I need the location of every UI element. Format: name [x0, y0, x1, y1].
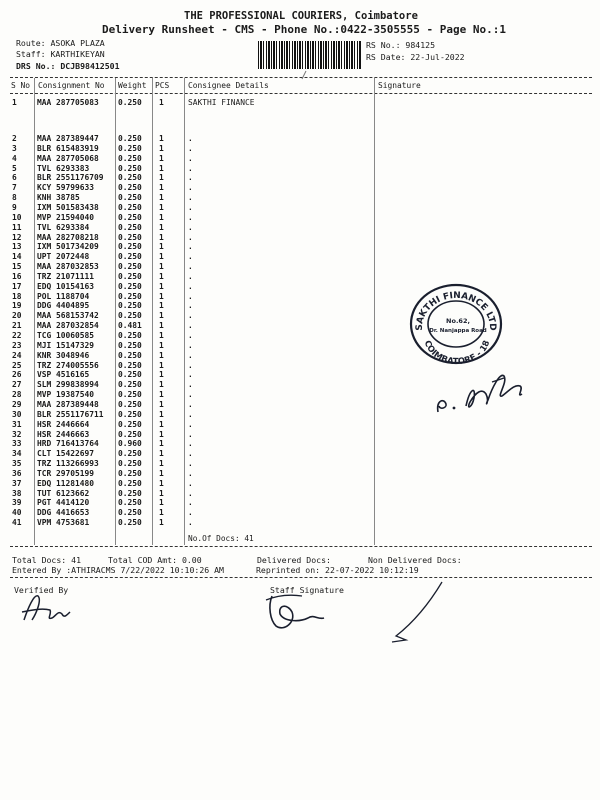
table-row [0, 480, 600, 488]
row-consignee: . [188, 153, 193, 163]
row-consignee: . [188, 163, 193, 173]
row-weight: 0.250 [118, 399, 142, 409]
row-weight: 0.250 [118, 262, 142, 272]
row-consignment: PGT 4414120 [37, 498, 90, 508]
row-consignment: IXM 501583438 [37, 202, 99, 212]
table-row [0, 440, 600, 448]
row-pcs: 1 [159, 183, 164, 193]
row-pcs: 1 [159, 163, 164, 173]
row-weight: 0.250 [118, 252, 142, 262]
col-weight: Weight [118, 81, 147, 90]
row-consignee: . [188, 390, 193, 400]
col-pcs: PCS [155, 81, 170, 90]
table-row [0, 243, 600, 251]
row-pcs: 1 [159, 380, 164, 390]
row-pcs: 1 [159, 202, 164, 212]
row-consignment: MVP 21594040 [37, 212, 95, 222]
consignee-signature [430, 358, 540, 418]
row-sno: 29 [12, 399, 22, 409]
table-row [0, 184, 600, 192]
row-consignee: . [188, 212, 193, 222]
row-consignment: TRZ 21071111 [37, 271, 95, 281]
row-weight: 0.250 [118, 340, 142, 350]
row-consignee: . [188, 183, 193, 193]
row-consignment: KNR 3048946 [37, 350, 90, 360]
company-stamp [408, 282, 504, 366]
table-row [0, 224, 600, 232]
table-row [0, 214, 600, 222]
row-sno: 3 [12, 143, 17, 153]
row-consignee: . [188, 409, 193, 419]
row-pcs: 1 [159, 271, 164, 281]
row-weight: 0.250 [118, 291, 142, 301]
row-consignee: . [188, 360, 193, 370]
verified-by-label: Verified By [14, 585, 69, 595]
row-weight: 0.250 [118, 380, 142, 390]
row-sno: 40 [12, 508, 22, 518]
row-consignment: MAA 287389448 [37, 399, 99, 409]
row-pcs: 1 [159, 193, 164, 203]
row-weight: 0.250 [118, 468, 142, 478]
row-consignee: . [188, 281, 193, 291]
table-row [0, 155, 600, 163]
row-weight: 0.250 [118, 390, 142, 400]
table-row [0, 204, 600, 212]
row-pcs: 1 [159, 222, 164, 232]
row-consignee: . [188, 459, 193, 469]
row-weight: 0.250 [118, 301, 142, 311]
row-sno: 7 [12, 183, 17, 193]
table-row [0, 234, 600, 242]
row-pcs: 1 [159, 498, 164, 508]
row-pcs: 1 [159, 173, 164, 183]
table-row [0, 509, 600, 517]
row-sno: 2 [12, 134, 17, 143]
row-consignee: . [188, 350, 193, 360]
row-consignee: . [188, 173, 193, 183]
row-weight: 0.250 [118, 193, 142, 203]
table-row [0, 99, 600, 107]
row-pcs: 1 [159, 390, 164, 400]
row-weight: 0.250 [118, 488, 142, 498]
row-consignee: . [188, 242, 193, 252]
row-consignee: . [188, 488, 193, 498]
row-consignment: TUT 6123662 [37, 488, 90, 498]
row-consignment: TVL 6293383 [37, 163, 90, 173]
row-sno: 37 [12, 478, 22, 488]
table-row [0, 135, 600, 143]
row-consignment: EDQ 11281480 [37, 478, 95, 488]
row-consignment: MJI 15147329 [37, 340, 95, 350]
row-pcs: 1 [159, 262, 164, 272]
table-row [0, 499, 600, 507]
runsheet-subtitle: Delivery Runsheet - CMS - Phone No.:0422-3505555 - Page No.:1 [102, 23, 506, 36]
row-consignee: . [188, 419, 193, 429]
row-consignment: EDQ 10154163 [37, 281, 95, 291]
row-consignment: HRD 716413764 [37, 439, 99, 449]
row-consignment: MAA 282708218 [37, 232, 99, 242]
row-consignee: . [188, 478, 193, 488]
row-weight: 0.250 [118, 508, 142, 518]
row-weight: 0.960 [118, 439, 142, 449]
row-pcs: 1 [159, 488, 164, 498]
row-weight: 0.250 [118, 98, 142, 107]
row-weight: 0.250 [118, 271, 142, 281]
row-consignee: . [188, 222, 193, 232]
row-sno: 27 [12, 380, 22, 390]
row-weight: 0.481 [118, 321, 142, 331]
row-pcs: 1 [159, 252, 164, 262]
staff-label: Staff: KARTHIKEYAN [16, 49, 105, 59]
row-sno: 32 [12, 429, 22, 439]
row-weight: 0.250 [118, 281, 142, 291]
row-sno: 28 [12, 390, 22, 400]
row-pcs: 1 [159, 429, 164, 439]
row-sno: 25 [12, 360, 22, 370]
row-sno: 6 [12, 173, 17, 183]
rs-date: RS Date: 22-Jul-2022 [366, 52, 465, 62]
footer-rule [10, 577, 592, 578]
row-consignment: MAA 287389447 [37, 134, 99, 143]
row-weight: 0.250 [118, 449, 142, 459]
table-row [0, 283, 600, 291]
barcode [258, 41, 362, 69]
row-consignment: UPT 2072448 [37, 252, 90, 262]
row-weight: 0.250 [118, 429, 142, 439]
col-consignment: Consignment No [38, 81, 105, 90]
row-consignment: BLR 615483919 [37, 143, 99, 153]
row-pcs: 1 [159, 478, 164, 488]
row-pcs: 1 [159, 340, 164, 350]
row-sno: 24 [12, 350, 22, 360]
table-row [0, 490, 600, 498]
row-consignment: MAA 287032854 [37, 321, 99, 331]
row-weight: 0.250 [118, 370, 142, 380]
row-pcs: 1 [159, 449, 164, 459]
row-weight: 0.250 [118, 478, 142, 488]
col-sno: S No [11, 81, 31, 90]
row-sno: 10 [12, 212, 22, 222]
total-docs: Total Docs: 41 [12, 555, 82, 565]
table-row [0, 194, 600, 202]
row-sno: 21 [12, 321, 22, 331]
row-consignment: MAA 568153742 [37, 311, 99, 321]
row-consignment: MAA 287705083 [37, 98, 99, 107]
row-consignee: . [188, 449, 193, 459]
row-consignment: BLR 2551176709 [37, 173, 104, 183]
table-row [0, 253, 600, 261]
row-consignee: . [188, 508, 193, 518]
row-weight: 0.250 [118, 311, 142, 321]
row-consignment: KNH 38785 [37, 193, 80, 203]
row-consignment: MVP 19387540 [37, 390, 95, 400]
table-row [0, 460, 600, 468]
row-weight: 0.250 [118, 222, 142, 232]
stamp-company-text: SAKTHI FINANCE LTD [414, 290, 498, 331]
row-sno: 12 [12, 232, 22, 242]
row-consignee: . [188, 193, 193, 203]
row-pcs: 1 [159, 508, 164, 518]
row-sno: 4 [12, 153, 17, 163]
row-sno: 15 [12, 262, 22, 272]
table-header-row [0, 82, 600, 90]
row-pcs: 1 [159, 360, 164, 370]
row-pcs: 1 [159, 459, 164, 469]
row-consignee: . [188, 468, 193, 478]
row-pcs: 1 [159, 153, 164, 163]
row-sno: 20 [12, 311, 22, 321]
row-pcs: 1 [159, 468, 164, 478]
row-consignee: . [188, 291, 193, 301]
row-pcs: 1 [159, 291, 164, 301]
row-weight: 0.250 [118, 518, 142, 528]
row-sno: 13 [12, 242, 22, 252]
col-consignee: Consignee Details [188, 81, 269, 90]
row-consignment: CLT 15422697 [37, 449, 95, 459]
row-pcs: 1 [159, 321, 164, 331]
table-row [0, 342, 600, 350]
table-row [0, 273, 600, 281]
row-consignment: SLM 299838994 [37, 380, 99, 390]
row-consignee: . [188, 143, 193, 153]
row-consignment: MAA 287032853 [37, 262, 99, 272]
table-row [0, 302, 600, 310]
row-pcs: 1 [159, 419, 164, 429]
row-consignee: . [188, 301, 193, 311]
company-title: THE PROFESSIONAL COURIERS, Coimbatore [184, 10, 418, 22]
row-sno: 26 [12, 370, 22, 380]
table-row [0, 450, 600, 458]
row-pcs: 1 [159, 399, 164, 409]
row-sno: 35 [12, 459, 22, 469]
row-consignee: . [188, 262, 193, 272]
row-weight: 0.250 [118, 134, 142, 143]
table-row [0, 165, 600, 173]
row-sno: 18 [12, 291, 22, 301]
row-consignee: . [188, 271, 193, 281]
row-pcs: 1 [159, 301, 164, 311]
row-weight: 0.250 [118, 498, 142, 508]
row-consignment: VPM 4753681 [37, 518, 90, 528]
table-row [0, 293, 600, 301]
row-weight: 0.250 [118, 232, 142, 242]
row-sno: 38 [12, 488, 22, 498]
rs-number: RS No.: 984125 [366, 40, 436, 50]
row-consignee: . [188, 311, 193, 321]
row-weight: 0.250 [118, 331, 142, 340]
row-pcs: 1 [159, 350, 164, 360]
row-consignment: HSR 2446663 [37, 429, 90, 439]
row-consignment: TRZ 113266993 [37, 459, 99, 469]
row-consignment: TRZ 274005556 [37, 360, 99, 370]
row-sno: 16 [12, 271, 22, 281]
row-consignee: . [188, 134, 193, 143]
row-sno: 22 [12, 331, 22, 340]
drs-number: DRS No.: DCJB98412501 [16, 61, 120, 71]
table-row [0, 332, 600, 340]
row-consignment: KCY 59799633 [37, 183, 95, 193]
staff-signature [262, 592, 332, 632]
row-sno: 41 [12, 518, 22, 528]
row-sno: 31 [12, 419, 22, 429]
row-sno: 23 [12, 340, 22, 350]
row-sno: 36 [12, 468, 22, 478]
row-consignment: IXM 501734209 [37, 242, 99, 252]
row-weight: 0.250 [118, 212, 142, 222]
row-pcs: 1 [159, 311, 164, 321]
row-consignment: HSR 2446664 [37, 419, 90, 429]
row-pcs: 1 [159, 281, 164, 291]
table-row [0, 312, 600, 320]
row-consignee: . [188, 439, 193, 449]
row-consignment: MAA 287705068 [37, 153, 99, 163]
row-consignee: . [188, 498, 193, 508]
row-consignee: . [188, 429, 193, 439]
row-consignment: TVL 6293384 [37, 222, 90, 232]
row-pcs: 1 [159, 518, 164, 528]
reprinted-on: Reprinted on: 22-07-2022 10:12:19 [256, 565, 419, 575]
row-weight: 0.250 [118, 202, 142, 212]
row-consignment: DDG 4404895 [37, 301, 90, 311]
row-weight: 0.250 [118, 143, 142, 153]
row-pcs: 1 [159, 409, 164, 419]
row-consignment: TCG 10060585 [37, 331, 95, 340]
row-weight: 0.250 [118, 459, 142, 469]
row-pcs: 1 [159, 98, 164, 107]
row-weight: 0.250 [118, 242, 142, 252]
row-consignee: . [188, 370, 193, 380]
row-pcs: 1 [159, 232, 164, 242]
row-consignee: . [188, 252, 193, 262]
entered-by: Entered By :ATHIRACMS 7/22/2022 10:10:26 AM [12, 565, 224, 575]
row-sno: 11 [12, 222, 22, 232]
staff-signature-label: Staff Signature [270, 585, 344, 595]
row-sno: 34 [12, 449, 22, 459]
row-pcs: 1 [159, 370, 164, 380]
row-consignee: . [188, 340, 193, 350]
table-rule-end [10, 546, 592, 547]
table-row [0, 470, 600, 478]
row-consignment: DDG 4416653 [37, 508, 90, 518]
stamp-city-text: COIMBATORE - 18 [421, 339, 493, 368]
col-signature: Signature [378, 81, 421, 90]
row-weight: 0.250 [118, 173, 142, 183]
row-sno: 9 [12, 202, 17, 212]
row-pcs: 1 [159, 331, 164, 340]
row-consignment: VSP 4516165 [37, 370, 90, 380]
table-row [0, 263, 600, 271]
row-sno: 14 [12, 252, 22, 262]
row-consignee: . [188, 232, 193, 242]
row-weight: 0.250 [118, 163, 142, 173]
table-row [0, 174, 600, 182]
row-pcs: 1 [159, 134, 164, 143]
table-row [0, 421, 600, 429]
row-consignee: . [188, 331, 193, 340]
non-delivered-docs: Non Delivered Docs: [368, 555, 462, 565]
table-row [0, 145, 600, 153]
row-consignment: POL 1188704 [37, 291, 90, 301]
row-consignee: . [188, 518, 193, 528]
row-sno: 1 [12, 98, 17, 107]
row-consignee: . [188, 380, 193, 390]
row-weight: 0.250 [118, 153, 142, 163]
row-weight: 0.250 [118, 360, 142, 370]
table-row [0, 431, 600, 439]
row-weight: 0.250 [118, 350, 142, 360]
stamp-address-line1: No.62, [446, 317, 470, 325]
row-weight: 0.250 [118, 409, 142, 419]
row-sno: 8 [12, 193, 17, 203]
row-weight: 0.250 [118, 183, 142, 193]
row-sno: 17 [12, 281, 22, 291]
table-row [0, 322, 600, 330]
no-of-docs: No.Of Docs: 41 [188, 534, 254, 543]
row-consignee: . [188, 321, 193, 331]
row-consignment: BLR 2551176711 [37, 409, 104, 419]
pen-mark [380, 578, 450, 648]
row-consignee: . [188, 202, 193, 212]
row-weight: 0.250 [118, 419, 142, 429]
row-consignee: SAKTHI FINANCE [188, 98, 255, 107]
delivered-docs: Delivered Docs: [257, 555, 331, 565]
stamp-address-line2: Dr. Nanjappa Road [429, 328, 487, 334]
row-sno: 33 [12, 439, 22, 449]
total-cod-amt: Total COD Amt: 0.00 [108, 555, 202, 565]
route-label: Route: ASOKA PLAZA [16, 38, 105, 48]
table-row [0, 519, 600, 527]
row-sno: 39 [12, 498, 22, 508]
row-sno: 5 [12, 163, 17, 173]
stray-mark [298, 70, 308, 80]
row-sno: 19 [12, 301, 22, 311]
row-pcs: 1 [159, 439, 164, 449]
row-pcs: 1 [159, 212, 164, 222]
verified-signature [18, 590, 78, 626]
row-consignment: TCR 29705199 [37, 468, 95, 478]
header-rule-bottom [10, 93, 592, 94]
row-pcs: 1 [159, 242, 164, 252]
row-sno: 30 [12, 409, 22, 419]
row-pcs: 1 [159, 143, 164, 153]
row-consignee: . [188, 399, 193, 409]
